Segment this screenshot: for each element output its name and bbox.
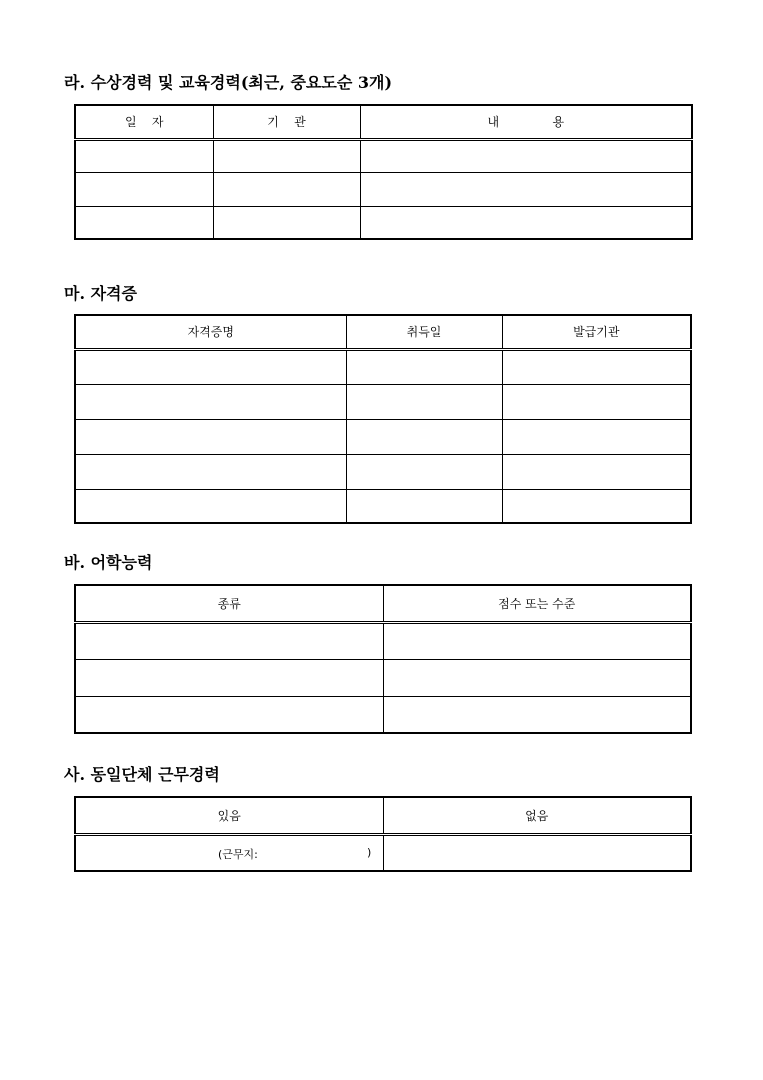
awards-content-cell[interactable] [360,139,692,172]
work-place-label: (근무지: [218,847,258,861]
language-type-cell[interactable] [75,696,383,733]
table-row [75,696,691,733]
language-section-title: 바. 어학능력 [64,553,153,572]
certificates-header-date: 취득일 [346,315,502,349]
language-score-cell[interactable] [383,696,691,733]
awards-date-cell[interactable] [75,139,213,172]
certificate-issuer-cell[interactable] [502,489,691,523]
certificate-name-cell[interactable] [75,419,346,454]
table-row [75,349,691,384]
certificates-header-name: 자격증명 [75,315,346,349]
awards-date-cell[interactable] [75,206,213,239]
awards-header-institution: 기 관 [213,105,360,139]
affiliation-header-yes: 있음 [75,797,383,834]
table-row [75,139,692,172]
certificate-date-cell[interactable] [346,454,502,489]
table-row [75,489,691,523]
table-row [75,454,691,489]
table-row [75,384,691,419]
awards-institution-cell[interactable] [213,172,360,206]
certificate-name-cell[interactable] [75,384,346,419]
certificates-header-issuer: 발급기관 [502,315,691,349]
language-type-cell[interactable] [75,622,383,659]
affiliation-section-title: 사. 동일단체 근무경력 [64,765,220,784]
awards-section-title: 라. 수상경력 및 교육경력(최근, 중요도순 3개) [64,73,393,92]
certificate-name-cell[interactable] [75,454,346,489]
table-row [75,622,691,659]
certificate-name-cell[interactable] [75,349,346,384]
awards-institution-cell[interactable] [213,206,360,239]
certificate-name-cell[interactable] [75,489,346,523]
awards-content-cell[interactable] [360,206,692,239]
certificate-date-cell[interactable] [346,349,502,384]
affiliation-no-cell[interactable] [383,834,691,871]
awards-institution-cell[interactable] [213,139,360,172]
work-place-close-paren: ) [367,845,372,859]
certificate-issuer-cell[interactable] [502,349,691,384]
language-table [74,584,692,734]
awards-date-cell[interactable] [75,172,213,206]
table-row [75,834,691,871]
affiliation-header-no: 없음 [383,797,691,834]
certificate-issuer-cell[interactable] [502,419,691,454]
table-row [75,206,692,239]
affiliation-yes-cell[interactable] [75,834,383,871]
affiliation-table [74,796,692,872]
language-header-score: 점수 또는 수준 [383,585,691,622]
awards-table [74,104,693,240]
table-row [75,419,691,454]
awards-header-date: 일 자 [75,105,213,139]
table-row [75,659,691,696]
certificate-issuer-cell[interactable] [502,384,691,419]
table-row [75,172,692,206]
certificate-date-cell[interactable] [346,419,502,454]
language-score-cell[interactable] [383,659,691,696]
certificate-issuer-cell[interactable] [502,454,691,489]
certificates-table [74,314,692,524]
language-type-cell[interactable] [75,659,383,696]
language-score-cell[interactable] [383,622,691,659]
certificate-date-cell[interactable] [346,384,502,419]
awards-content-cell[interactable] [360,172,692,206]
awards-header-content: 내 용 [360,105,692,139]
language-header-type: 종류 [75,585,383,622]
certificates-section-title: 마. 자격증 [64,284,137,303]
certificate-date-cell[interactable] [346,489,502,523]
